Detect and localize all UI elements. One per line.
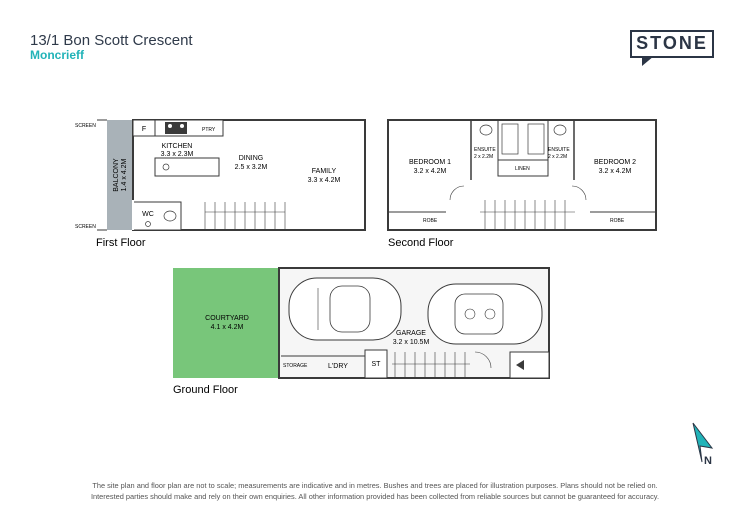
robe1-label: ROBE	[423, 218, 438, 224]
bedroom1-dim: 3.2 x 4.2M	[413, 168, 447, 175]
dining-dim: 2.5 x 3.2M	[234, 164, 268, 171]
courtyard-dim: 4.1 x 4.2M	[210, 324, 244, 331]
disclaimer	[30, 480, 720, 502]
robe2-label: ROBE	[610, 218, 625, 224]
ensuite1-dim: 2 x 2.2M	[474, 154, 494, 160]
family-dim: 3.3 x 4.2M	[307, 177, 341, 184]
entry-area	[510, 352, 549, 378]
second-floor-plan	[388, 120, 656, 230]
garage-label: GARAGE	[396, 330, 426, 337]
ground-floor-title: Ground Floor	[173, 384, 238, 396]
disclaimer-line-1: The site plan and floor plan are not to scale; measurements are indicative and in metres. Bushes and trees are placed for illustration purposes. Plans should not be relied on.	[92, 481, 658, 490]
burner-icon	[168, 124, 172, 128]
bedroom2-label: BEDROOM 2	[593, 159, 637, 166]
kitchen-dim: 3.3 x 2.3M	[160, 151, 194, 158]
address-suburb: Moncrieff	[30, 48, 84, 62]
first-floor-plan	[97, 120, 365, 230]
kitchen-island	[155, 158, 219, 176]
linen-label: LINEN	[515, 166, 530, 172]
balcony-area	[107, 120, 133, 230]
wc-room	[133, 202, 181, 230]
storage-label: STORAGE	[283, 363, 308, 369]
first-floor-title: First Floor	[96, 237, 146, 249]
wc-label: WC	[142, 211, 154, 218]
ground-floor-plan	[173, 268, 549, 378]
courtyard-label: COURTYARD	[205, 315, 249, 322]
compass	[693, 423, 712, 467]
screen-label-top: SCREEN	[75, 123, 96, 129]
car-icon	[428, 284, 542, 344]
second-floor-title: Second Floor	[388, 237, 454, 249]
disclaimer-line-2: Interested parties should make and rely on their own enquiries. All other information provided has been collected from reliable sources but cannot be guaranteed for accuracy.	[90, 492, 660, 501]
bedroom2-dim: 3.2 x 4.2M	[598, 168, 632, 175]
ensuite2-label: ENSUITE	[548, 147, 570, 153]
ensuite2-dim: 2 x 2.2M	[548, 154, 568, 160]
fridge-label: F	[141, 126, 147, 133]
laundry-label: L'DRY	[328, 363, 348, 370]
garage-dim: 3.2 x 10.5M	[392, 339, 430, 346]
balcony-dim: 1.4 x 4.2M	[121, 158, 128, 192]
family-label: FAMILY	[311, 168, 337, 175]
pantry-label: PTRY	[202, 127, 216, 133]
address-line-1: 13/1 Bon Scott Crescent	[30, 32, 193, 49]
store-label: ST	[371, 361, 381, 368]
bedroom1-label: BEDROOM 1	[408, 159, 452, 166]
ensuite1-label: ENSUITE	[474, 147, 496, 153]
kitchen-label: KITCHEN	[161, 143, 193, 150]
car-icon	[289, 278, 401, 340]
logo-text: STONE	[636, 33, 708, 53]
compass-label: N	[704, 455, 712, 467]
cooktop-icon	[165, 122, 187, 134]
courtyard-area	[173, 268, 279, 378]
burner-icon	[180, 124, 184, 128]
screen-label-bottom: SCREEN	[75, 224, 96, 230]
dining-label: DINING	[238, 155, 264, 162]
balcony-label: BALCONY	[113, 158, 120, 192]
